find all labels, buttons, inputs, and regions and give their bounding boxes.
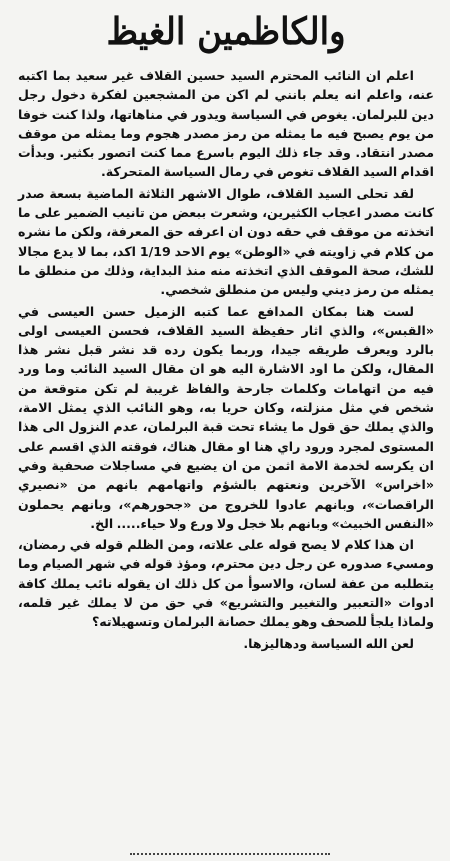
article-paragraph-1: اعلم ان النائب المحترم السيد حسين القلاف غير سعيد بما اكتبه عنه، واعلم انه يعلم بانني لم اكن من المشجعين لفكرة دخول رجل دين للبرلمان. يغوص في السياسة ويدور في مناهاتها، ولذا كنت خوفا من يوم يصبح فيه ما يمثله من رمز مصدر هجوم وما يمثله من موقف مصدر انتقاد. وقد جاء ذلك اليوم باسرع مما كنت اتصور بكثير. وبدأت اقدام السيد القلاف تغوص في رمال السياسة المتحركة.	[18, 68, 434, 180]
article-paragraph-3: لست هنا بمكان المدافع عما كتبه الزميل حسن العيسى في «القبس»، والذي اثار حفيظة السيد القلاف، فحسن العيسى اولى بالرد ويعرف طريقه جيدا، وربما يكون رده قد نشر قبل نشر هذا المقال، ولكن ما اود الاشارة اليه هو ان مقال السيد النائب وما ورد فيه من اتهامات وكلمات جارحة والفاظ غريبة لم تكن متوقعة من شخص في مثل منزلته، وكان حريا به، وهو النائب الذي يمثل الامة، والذي يملك حق قول ما يشاء تحت قبة البرلمان، عدم النزول الى هذا المستوى لمجرد ورود راي هنا او مقال هناك، فوقته الذي اقسم على ان يكرسه لخدمة الامة اثمن من ان يضيع في مساجلات صحفية وفي «اخراس» الآخرين ونعتهم بالشؤم واتهامهم بانهم من «نصيري الراقصات»، وبانهم عادوا للخروج من «جحورهم»، وبانهم يحملون «النفس الخبيث» وبانهم بلا خجل ولا ورع ولا حياء..... الخ.	[18, 303, 434, 531]
article-paragraph-4: ان هذا كلام لا يصح قوله على علاته، ومن الظلم قوله في رمضان، ومسيء صدوره عن رجل دين محترم، ومؤذ قوله في شهر الصيام وما يتطلبه من عفة لسان، والاسوأ من كل ذلك ان يقوله نائب يملك كافة ادوات «التعبير والتغيير والتشريع» في حق من لا يملك غير قلمه، ولماذا يلجأ للصحف وهو يملك حصانة البرلمان وتسهيلاته؟	[18, 537, 434, 630]
article-paragraph-2: لقد تحلى السيد القلاف، طوال الاشهر الثلاثة الماضية بسعة صدر كانت مصدر اعجاب الكثيرين، وشعرت ببعض من تانيب الضمير على ما اتخذته من موقف في حقه دون ان اعرفه حق المعرفة، ولكن ما نشره من كلام في زاويته في «الوطن» يوم الاحد 1/19 اكد، بما لا يدع مجالا للشك، صحة الموقف الذي اتخذته منه منذ البداية، وذلك من منطلق ما يمثله من رمز ديني وليس من منطلق شخصي.	[18, 185, 434, 298]
article-paragraph-5: لعن الله السياسة ودهاليزها.	[243, 635, 414, 651]
article-headline: والكاظمين الغيظ	[106, 9, 346, 53]
cropped-signature-line	[130, 853, 330, 861]
article-body	[18, 66, 434, 653]
